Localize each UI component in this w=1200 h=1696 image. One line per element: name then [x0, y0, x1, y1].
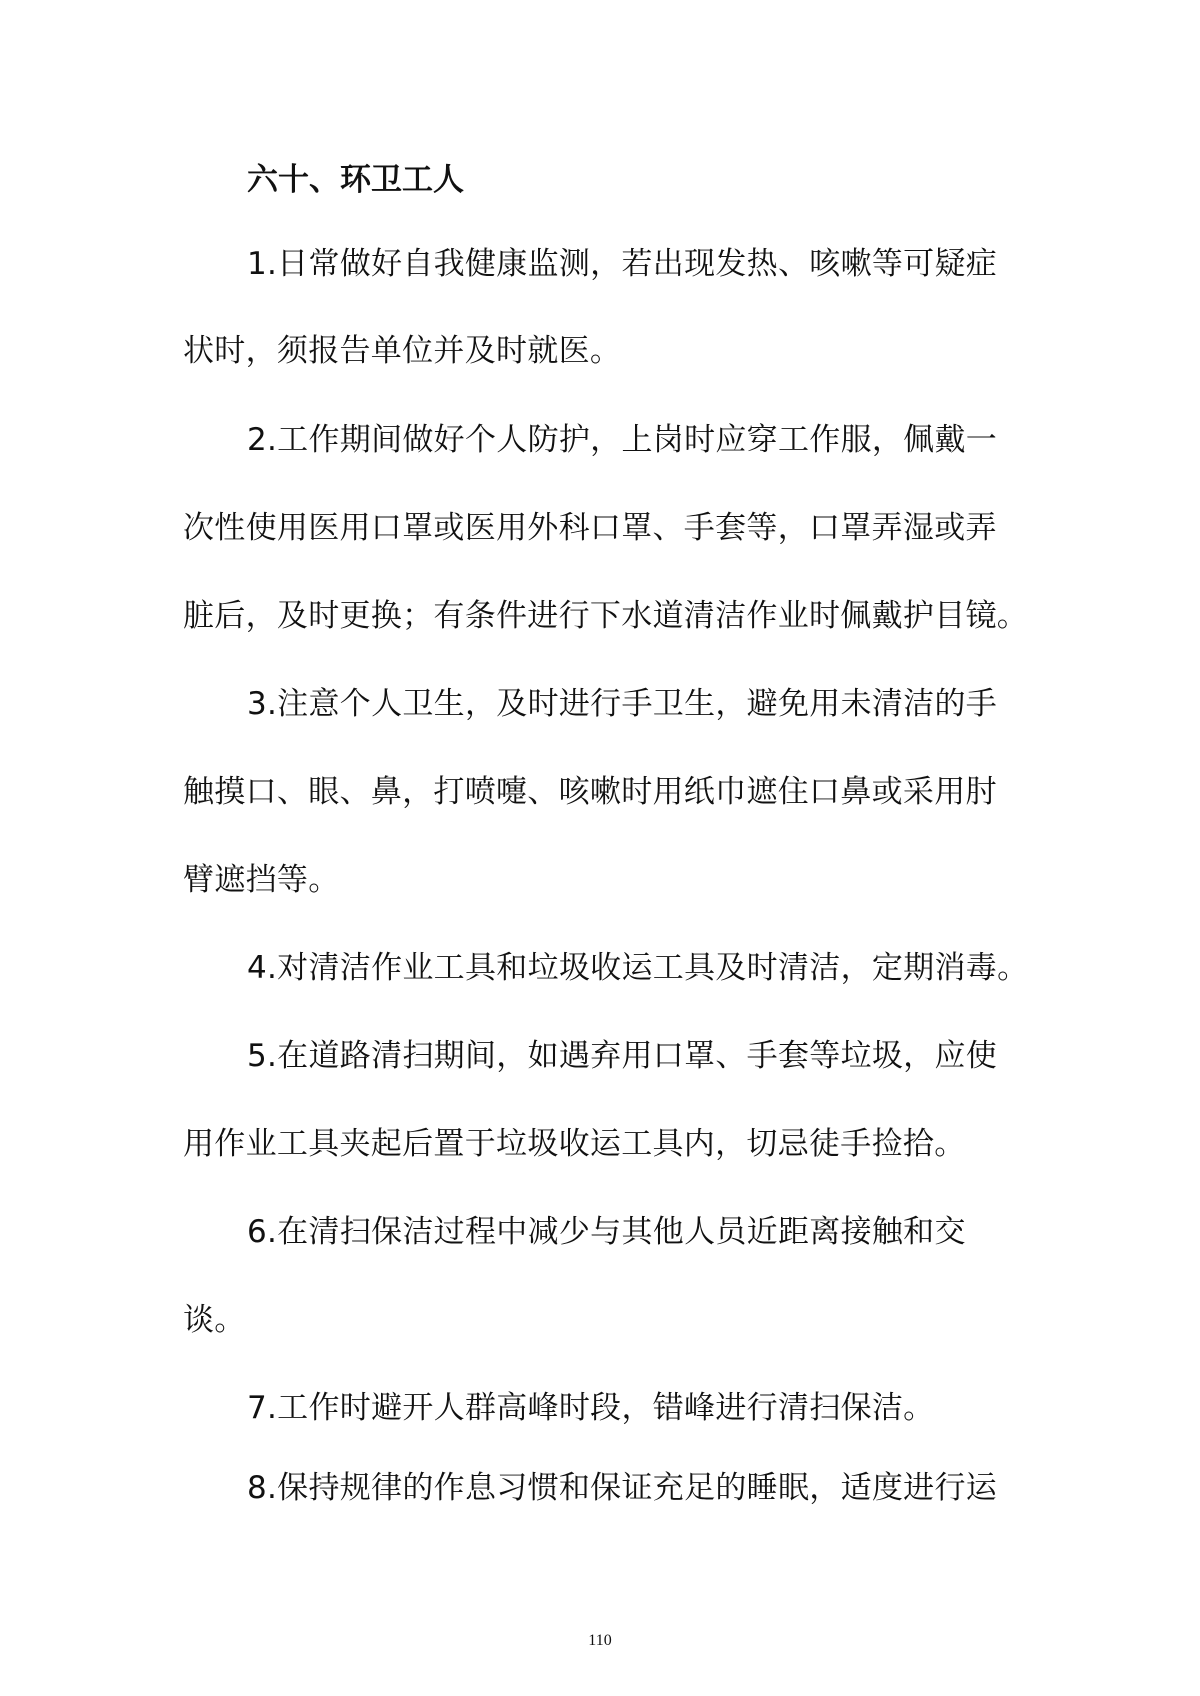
paragraph-line: 触摸口、眼、鼻，打喷嚏、咳嗽时用纸巾遮住口鼻或采用肘 — [183, 774, 997, 810]
section-heading: 六十、环卫工人 — [247, 162, 464, 198]
paragraph-line: 谈。 — [183, 1302, 246, 1338]
paragraph-line: 5.在道路清扫期间，如遇弃用口罩、手套等垃圾，应使 — [247, 1038, 998, 1074]
page-number: 110 — [588, 1632, 612, 1649]
paragraph-line: 8.保持规律的作息习惯和保证充足的睡眠，适度进行运 — [247, 1470, 998, 1506]
paragraph-line: 脏后，及时更换；有条件进行下水道清洁作业时佩戴护目镜。 — [183, 598, 1029, 634]
paragraph-line: 7.工作时避开人群高峰时段，错峰进行清扫保洁。 — [247, 1390, 935, 1426]
paragraph-line: 状时，须报告单位并及时就医。 — [183, 333, 622, 369]
paragraph-line: 3.注意个人卫生，及时进行手卫生，避免用未清洁的手 — [247, 686, 998, 722]
paragraph-line: 臂遮挡等。 — [183, 862, 340, 898]
paragraph-line: 6.在清扫保洁过程中减少与其他人员近距离接触和交 — [247, 1214, 966, 1250]
paragraph-line: 次性使用医用口罩或医用外科口罩、手套等，口罩弄湿或弄 — [183, 510, 997, 546]
paragraph-line: 用作业工具夹起后置于垃圾收运工具内，切忌徒手捡拾。 — [183, 1126, 966, 1162]
paragraph-line: 1.日常做好自我健康监测，若出现发热、咳嗽等可疑症 — [247, 246, 998, 282]
paragraph-line: 4.对清洁作业工具和垃圾收运工具及时清洁，定期消毒。 — [247, 950, 1029, 986]
paragraph-line: 2.工作期间做好个人防护，上岗时应穿工作服，佩戴一 — [247, 422, 998, 458]
